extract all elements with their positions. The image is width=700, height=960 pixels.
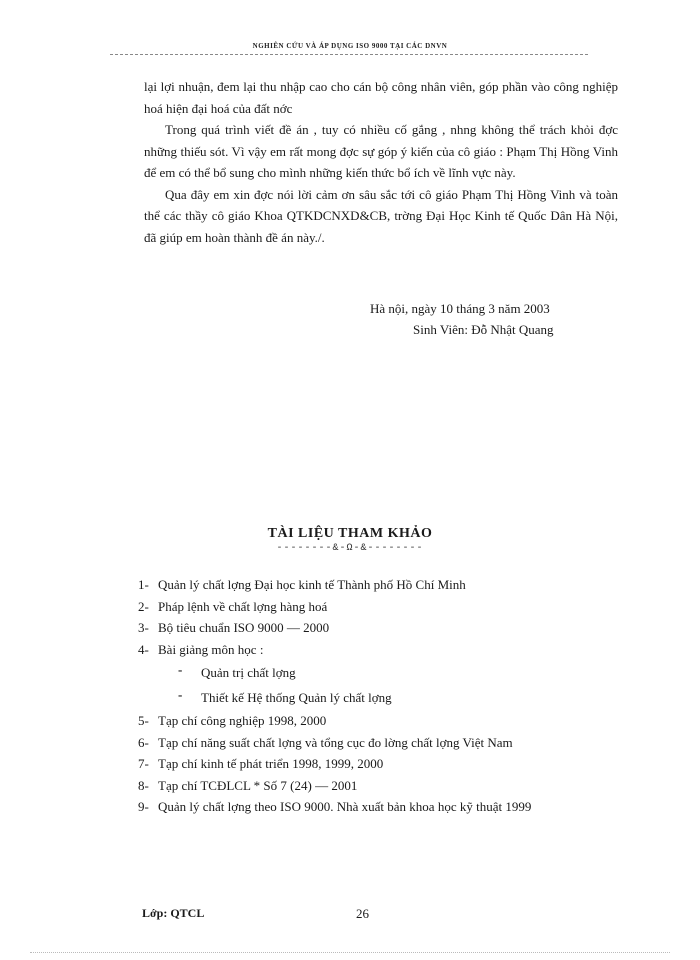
author-name: Sinh Viên: Đỗ Nhật Quang: [413, 322, 554, 337]
reference-text: Thiết kế Hệ thống Quản lý chất lợng: [201, 690, 392, 705]
reference-number: 2-: [138, 598, 149, 614]
reference-text: Quản lý chất lợng Đại học kinh tế Thành phố Hồ Chí Minh: [158, 577, 466, 592]
footer-class-label: Lớp: QTCL: [142, 906, 205, 920]
signature-block: [370, 298, 630, 340]
reference-subitem: [0, 660, 581, 685]
reference-text: Quản lý chất lợng theo ISO 9000. Nhà xuất bản khoa học kỹ thuật 1999: [158, 799, 532, 814]
reference-item: [0, 753, 578, 775]
reference-text: Tạp chí công nghiệp 1998, 2000: [158, 713, 327, 728]
reference-text: Bài giảng môn học :: [158, 641, 264, 657]
reference-item: [0, 775, 578, 797]
reference-item: [0, 732, 578, 754]
bullet-dash: -: [178, 662, 183, 677]
reference-number: 6-: [138, 734, 149, 750]
page-number: 26: [356, 906, 369, 921]
reference-item: [0, 796, 578, 818]
reference-text: Quản trị chất lợng: [201, 665, 296, 680]
reference-item: [0, 639, 578, 661]
running-header: NGHIÊN CỨU VÀ ÁP DỤNG ISO 9000 TẠI CÁC DNVN: [252, 42, 448, 50]
reference-number: 8-: [138, 777, 149, 793]
reference-text: Bộ tiêu chuẩn ISO 9000 — 2000: [158, 620, 330, 635]
references-title: TÀI LIỆU THAM KHẢO: [267, 526, 433, 541]
reference-subitem: [0, 685, 581, 710]
footer-rule: [30, 952, 670, 953]
paragraph-thanks: Qua đây em xin đợc nói lời cảm ơn sâu sắc tới cô giáo Phạm Thị Hồng Vinh và toàn thể các thầy cô giáo Khoa QTKDCNXD&CB, trờng Đại Học Kinh tế Quốc Dân Hà Nội, đã giúp em hoàn thành đề án này./.: [144, 186, 618, 245]
reference-number: 7-: [138, 756, 149, 771]
reference-item: [0, 710, 578, 732]
reference-number: 4-: [138, 641, 149, 657]
reference-text: Tạp chí năng suất chất lợng và tổng cục đo lờng chất lợng Việt Nam: [158, 734, 513, 750]
reference-text: Tạp chí TCĐLCL * Số 7 (24) — 2001: [158, 777, 358, 793]
body-text: [144, 76, 618, 248]
references-decoration: --------&-Ω-&--------: [276, 543, 424, 554]
bullet-dash: -: [178, 687, 183, 702]
reference-number: 9-: [138, 799, 149, 814]
reference-number: 1-: [138, 577, 149, 592]
reference-item: [0, 574, 578, 596]
header-rule: [110, 54, 588, 55]
reference-text: Tạp chí kinh tế phát triển 1998, 1999, 2000: [158, 756, 384, 771]
paragraph-continuation: lại lợi nhuận, đem lại thu nhập cao cho cán bộ công nhân viên, góp phần vào công nghiệp hoá hiện đại hoá của đất nớc: [144, 79, 618, 116]
reference-number: 5-: [138, 713, 149, 728]
reference-item: [0, 596, 578, 618]
place-date: Hà nội, ngày 10 tháng 3 năm 2003: [370, 301, 550, 316]
reference-number: 3-: [138, 620, 149, 635]
reference-item: [0, 617, 578, 639]
paragraph-apology: Trong quá trình viết đề án , tuy có nhiều cố gắng , nhng không thể trách khỏi đợc những thiếu sót. Vì vậy em rất mong đợc sự góp ý kiến của cô giáo : Phạm Thị Hồng Vinh để em có thể bổ sung cho mình những kiến thức bổ ích về lĩnh vực này.: [144, 122, 618, 180]
reference-text: Pháp lệnh về chất lợng hàng hoá: [158, 598, 328, 614]
references-list: [0, 574, 700, 818]
